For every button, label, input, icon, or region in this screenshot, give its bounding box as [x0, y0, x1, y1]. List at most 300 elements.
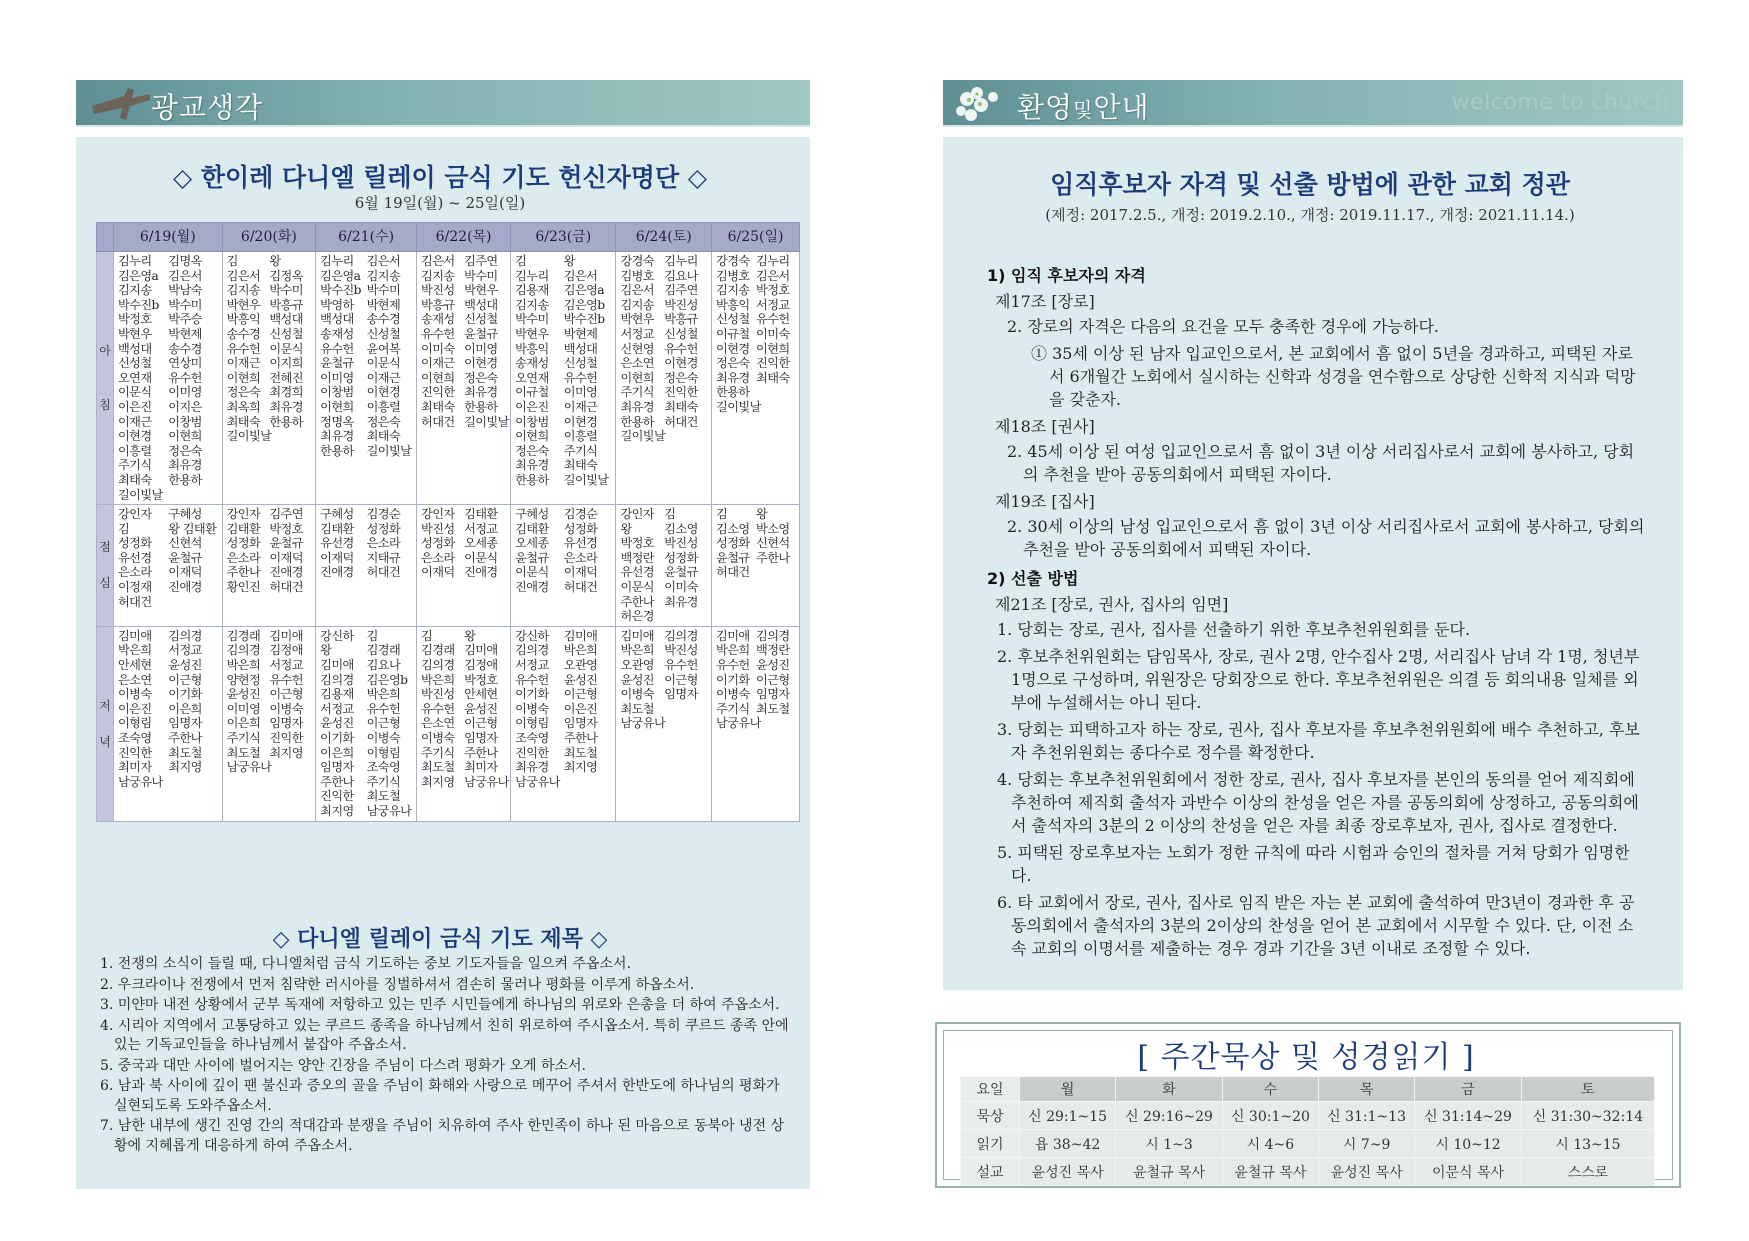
volunteer-name: 서정교 — [320, 701, 354, 716]
volunteer-name: 최유경 — [515, 760, 549, 775]
volunteer-name: 유수헌 — [756, 312, 790, 327]
volunteer-name: 최유경 — [620, 399, 654, 414]
left-banner-title: 광교생각 — [151, 91, 264, 124]
volunteer-name: 김태환 — [464, 507, 498, 522]
volunteer-name: 이규철 — [716, 326, 750, 341]
volunteer-name: 윤성진 — [620, 672, 654, 687]
volunteer-name: 윤성진 — [563, 672, 598, 687]
volunteer-name: 김명옥 — [168, 254, 202, 268]
volunteer-name: 박진성 — [421, 283, 455, 298]
volunteer-name: 유수헌 — [269, 672, 303, 687]
volunteer-name: 박현우 — [515, 326, 549, 341]
volunteer-name: 신현영 — [620, 341, 654, 356]
volunteer-name: 박현우 — [118, 326, 152, 341]
volunteer-name: 이문식 — [366, 356, 401, 371]
policy-item: 5. 피택된 장로후보자는 노회가 정한 규칙에 따라 시험과 승인의 절차를 거쳐 당회가 임명한다. — [997, 843, 1630, 885]
volunteer-name: 이재근 — [366, 370, 401, 385]
volunteer-name: 김지송 — [366, 268, 401, 283]
volunteer-name: 이재근 — [421, 356, 455, 371]
volunteer-name: 김 — [421, 628, 433, 643]
volunteer-name: 박은희 — [226, 658, 261, 673]
volunteer-name: 김경순 — [563, 507, 598, 522]
volunteer-name: 최태숙 — [226, 414, 261, 429]
volunteer-name: 유선경 — [620, 565, 654, 580]
volunteer-name: 유선경 — [320, 536, 354, 551]
volunteer-name: 이미숙 — [664, 580, 698, 595]
volunteer-name: 최태숙 — [563, 458, 598, 473]
volunteer-name — [756, 385, 796, 400]
volunteer-cell — [222, 626, 316, 821]
volunteer-name: 왕 — [756, 507, 768, 522]
volunteer-name: 이은희 — [226, 716, 261, 731]
volunteer-name: 서정교 — [515, 658, 549, 673]
volunteer-name: 진익한 — [515, 745, 549, 760]
volunteer-name: 이미영 — [563, 385, 598, 400]
reading-header: 금 — [1415, 1077, 1522, 1102]
volunteer-name: 김 — [118, 521, 130, 536]
volunteer-name: 김누리 — [515, 268, 549, 283]
volunteer-name: 박남숙 — [168, 283, 202, 298]
volunteer-name: 최유경 — [664, 594, 698, 609]
volunteer-name: 김 — [366, 628, 378, 643]
volunteer-name: 길이빛날 — [464, 414, 509, 429]
reading-header: 요일 — [961, 1077, 1020, 1102]
volunteer-name: 이은진 — [515, 399, 549, 414]
volunteer-name: 진애경 — [515, 580, 549, 595]
volunteer-name: 최도철 — [168, 745, 202, 760]
volunteer-name: 백성대 — [563, 341, 598, 356]
volunteer-name: 윤철규 — [168, 550, 202, 565]
volunteer-name: 이창범 — [320, 385, 354, 400]
volunteer-name: 최도철 — [226, 745, 261, 760]
volunteer-name: 이근형 — [664, 672, 698, 687]
volunteer-name: 성정화 — [716, 536, 750, 551]
volunteer-name: 박수진b — [320, 283, 361, 298]
volunteer-name: 윤성진 — [226, 687, 261, 702]
volunteer-name: 김미애 — [320, 658, 354, 673]
volunteer-name: 박흥규 — [664, 312, 698, 327]
volunteer-name: 유수헌 — [716, 658, 750, 673]
volunteer-name: 박흥익 — [515, 341, 549, 356]
fasting-schedule-table — [96, 222, 800, 822]
volunteer-name: 허대건 — [118, 594, 152, 609]
volunteer-name: 최미자 — [464, 760, 498, 775]
volunteer-name: 이미영 — [464, 341, 498, 356]
volunteer-name: 왕 김태환 — [168, 521, 217, 536]
volunteer-name: 이근형 — [168, 672, 202, 687]
prayer-item: 6. 남과 북 사이에 깊이 팬 불신과 증오의 골을 주님이 화해와 사랑으로 메꾸어 주셔서 한반도에 하나님의 평화가 실현되도록 도와주옵소서. — [100, 1078, 780, 1114]
volunteer-name: 유수헌 — [563, 370, 598, 385]
volunteer-name: 진익한 — [421, 385, 455, 400]
volunteer-name: 김정옥 — [269, 268, 303, 283]
welcome-tagline: welcome to church — [1451, 90, 1669, 115]
volunteer-name: 박수미 — [366, 283, 401, 298]
volunteer-name: 이병숙 — [269, 701, 303, 716]
volunteer-name: 은소라 — [563, 550, 598, 565]
volunteer-name: 이근형 — [756, 672, 790, 687]
volunteer-name: 이기화 — [716, 672, 750, 687]
volunteer-names — [716, 629, 796, 731]
volunteer-name: 이근형 — [464, 716, 498, 731]
volunteer-name: 최경희 — [269, 385, 303, 400]
clause: 2. 45세 이상 된 여성 입교인으로서 흠 없이 3년 이상 서리집사로서 교회에 봉사하고, 당회의 추천을 받아 공동의회에서 피택된 자이다. — [1007, 442, 1635, 484]
volunteer-name: 남궁유나 — [366, 803, 412, 818]
volunteer-names — [320, 254, 413, 458]
volunteer-name: 길이빛날 — [563, 472, 609, 487]
volunteer-name: 김 — [515, 254, 527, 268]
volunteer-name: 유수헌 — [515, 672, 549, 687]
article-heading: 제19조 [집사] — [995, 492, 1095, 511]
day-header: 6/25(일) — [712, 223, 800, 252]
volunteer-name: 이현희 — [620, 370, 654, 385]
policy-title: 임직후보자 자격 및 선출 방법에 관한 교회 정관 — [1050, 170, 1570, 199]
volunteer-name: 이현희 — [226, 370, 261, 385]
volunteer-name: 박현우 — [620, 312, 654, 327]
volunteer-name: 윤철규 — [464, 326, 498, 341]
volunteer-name: 김누리 — [118, 254, 152, 268]
volunteer-name: 김의경 — [226, 643, 261, 658]
volunteer-name: 김용재 — [320, 687, 354, 702]
volunteer-name: 유수헌 — [664, 341, 698, 356]
volunteer-name: 김병호 — [716, 268, 750, 283]
volunteer-name: 유수헌 — [421, 701, 455, 716]
volunteer-name: 한용하 — [620, 414, 654, 429]
volunteer-name: 이현경 — [366, 385, 401, 400]
volunteer-cell — [316, 626, 417, 821]
volunteer-name: 주기식 — [716, 701, 750, 716]
reading-table — [960, 1076, 1655, 1186]
volunteer-name: 송수경 — [168, 341, 202, 356]
day-header: 6/24(토) — [616, 223, 712, 252]
volunteer-name: 지태규 — [366, 550, 401, 565]
volunteer-name: 이근형 — [366, 716, 401, 731]
volunteer-name: 백성대 — [320, 312, 354, 327]
volunteer-name: 은소연 — [118, 672, 152, 687]
volunteer-names — [421, 507, 507, 580]
clause: 2. 30세 이상의 남성 입교인으로서 흠 없이 3년 이상 서리집사로서 교회에 봉사하고, 당회의 추천을 받아 공동의회에서 피택된 자이다. — [1007, 517, 1645, 559]
volunteer-name: 박흥규 — [269, 297, 303, 312]
volunteer-name: 최도철 — [421, 760, 455, 775]
volunteer-cell — [511, 626, 616, 821]
volunteer-name: 신성철 — [716, 312, 750, 327]
volunteer-name: 왕 — [269, 254, 281, 268]
volunteer-name: 김은영a — [320, 268, 361, 283]
volunteer-name: 이창범 — [515, 414, 549, 429]
volunteer-name: 이병숙 — [716, 687, 750, 702]
volunteer-name: 최지영 — [421, 774, 455, 789]
section-heading: 1) 임직 후보자의 자격 — [987, 266, 1146, 285]
volunteer-name: 이형림 — [366, 745, 401, 760]
volunteer-name: 서정교 — [620, 326, 654, 341]
volunteer-name: 윤철규 — [320, 356, 354, 371]
volunteer-name: 남궁유나 — [515, 774, 560, 789]
volunteer-name: 박진성 — [421, 521, 455, 536]
volunteer-name: 송수경 — [366, 312, 401, 327]
reading-cell: 신 29:1~15 — [1020, 1102, 1116, 1130]
volunteer-name: 남궁유나 — [716, 716, 761, 731]
day-header: 6/21(수) — [316, 223, 417, 252]
volunteer-name: 강인자 — [118, 507, 152, 522]
volunteer-name: 연상미 — [168, 356, 202, 371]
volunteer-name: 이미영 — [226, 701, 261, 716]
volunteer-name: 이현희 — [515, 429, 549, 444]
volunteer-name: 김미애 — [118, 628, 152, 643]
volunteer-name: 이현경 — [716, 341, 750, 356]
volunteer-name: 유수헌 — [366, 701, 401, 716]
volunteer-name: 허은경 — [620, 609, 654, 624]
volunteer-name: 김미애 — [716, 628, 750, 643]
volunteer-name: 최도철 — [756, 701, 790, 716]
volunteer-names — [320, 629, 413, 819]
volunteer-name: 김은서 — [366, 254, 401, 268]
volunteer-cell — [511, 505, 616, 627]
volunteer-name: 이재덕 — [320, 550, 354, 565]
prayer-item: 2. 우크라이나 전쟁에서 먼저 침략한 러시아를 징벌하셔서 겸손히 물러나 평화를 이루게 하옵소서. — [100, 976, 695, 993]
volunteer-name: 주한나 — [320, 774, 354, 789]
volunteer-name: 임명자 — [168, 716, 202, 731]
volunteer-name: 박현제 — [563, 326, 598, 341]
volunteer-name: 남궁유나 — [620, 716, 666, 731]
volunteer-name: 구혜성 — [168, 507, 202, 522]
prayer-item: 3. 미얀마 내전 상황에서 군부 독재에 저항하고 있는 민주 시민들에게 하나님의 위로와 은총을 더 하여 주옵소서. — [100, 997, 780, 1013]
volunteer-name: 박수진b — [563, 312, 605, 327]
meal-label: 아 침 — [97, 252, 114, 505]
volunteer-name: 백성대 — [118, 341, 152, 356]
volunteer-name: 김은영a — [563, 283, 604, 298]
volunteer-name: 오세종 — [464, 536, 498, 551]
volunteer-name: 한용하 — [716, 385, 750, 400]
volunteer-name: 한용하 — [320, 443, 354, 458]
volunteer-name: 강인자 — [620, 507, 654, 522]
volunteer-name: 박현우 — [226, 297, 261, 312]
volunteer-name: 이재덕 — [421, 565, 455, 580]
volunteer-name: 김주연 — [464, 254, 498, 268]
volunteer-name: 양현정 — [226, 672, 261, 687]
volunteer-name: 이병숙 — [620, 687, 654, 702]
volunteer-name: 이병숙 — [118, 687, 152, 702]
volunteer-name: 김경래 — [226, 628, 261, 643]
volunteer-name: 이은진 — [118, 399, 152, 414]
volunteer-name: 최유경 — [269, 399, 303, 414]
volunteer-cell — [616, 626, 712, 821]
volunteer-name: 안세현 — [464, 687, 498, 702]
volunteer-name: 서정교 — [756, 297, 790, 312]
meal-row — [97, 626, 800, 821]
volunteer-name: 이흥렬 — [118, 443, 152, 458]
volunteer-name: 박수미 — [168, 297, 202, 312]
volunteer-cell — [114, 505, 223, 627]
volunteer-name: 은소라 — [366, 536, 401, 551]
volunteer-name: 김 — [716, 507, 728, 522]
volunteer-name: 이문식 — [118, 385, 152, 400]
volunteer-name: 은소연 — [620, 356, 654, 371]
volunteer-name: 박은희 — [620, 643, 654, 658]
article-heading: 제21조 [장로, 권사, 집사의 임면] — [995, 595, 1229, 614]
reading-cell: 신 31:1~13 — [1319, 1102, 1415, 1130]
volunteer-name: 왕 — [620, 521, 632, 536]
flower-icon — [947, 81, 1017, 125]
volunteer-name: 정명옥 — [320, 414, 354, 429]
volunteer-name: 박영하 — [320, 297, 354, 312]
sub-clause: ① 35세 이상 된 남자 입교인으로서, 본 교회에서 흠 없이 5년을 경과하고, 피택된 자로서 6개월간 노회에서 실시하는 신학과 성경을 연수함으로 상당한 신학적 지식과 덕망을 갖춘자. — [1031, 344, 1636, 409]
prayer-list — [100, 955, 790, 1157]
volunteer-name: 유수헌 — [320, 341, 354, 356]
volunteer-name: 김은서 — [563, 268, 598, 283]
volunteer-cell — [712, 626, 800, 821]
volunteer-name: 은소라 — [226, 550, 261, 565]
volunteer-name: 신현석 — [756, 536, 790, 551]
volunteer-name: 김미애 — [620, 628, 654, 643]
volunteer-name: 신성철 — [366, 326, 401, 341]
day-header: 6/23(금) — [511, 223, 616, 252]
volunteer-name: 김의경 — [168, 628, 202, 643]
volunteer-name: 최지영 — [563, 760, 598, 775]
volunteer-names — [716, 507, 796, 580]
volunteer-name: 박수미 — [515, 312, 549, 327]
volunteer-name: 박은희 — [716, 643, 750, 658]
volunteer-name: 이은진 — [118, 701, 152, 716]
policy-item: 4. 당회는 후보추천위원회에서 정한 장로, 권사, 집사 후보자를 본인의 동의를 얻어 제직회에 추천하여 제직회 출석자 과반수 이상의 찬성을 얻은 자를 공동의회에 상정하고, 공동의회에서 출석자의 3분의 2 이상의 찬성을 얻은 자를 최종 장로후보자, 권사, 집사로 결정한다. — [997, 770, 1639, 835]
volunteer-name: 김태환 — [226, 521, 261, 536]
reading-header: 수 — [1222, 1077, 1318, 1102]
volunteer-name: 주기식 — [563, 443, 598, 458]
volunteer-name: 김은영b — [366, 672, 408, 687]
volunteer-name: 이은희 — [320, 745, 354, 760]
volunteer-name: 이현희 — [421, 370, 455, 385]
right-banner-title: 환영및안내 — [1017, 91, 1150, 124]
volunteer-name: 이병숙 — [366, 731, 401, 745]
volunteer-name: 김 — [226, 254, 238, 268]
volunteer-name: 이재근 — [226, 356, 261, 371]
prayer-item: 1. 전쟁의 소식이 들릴 때, 다니엘처럼 금식 기도하는 중보 기도자들을 일으켜 주옵소서. — [100, 956, 632, 972]
policy-body — [987, 260, 1645, 964]
volunteer-name: 최태숙 — [366, 429, 401, 444]
volunteer-name: 주기식 — [421, 745, 455, 760]
volunteer-names — [118, 629, 219, 790]
volunteer-name: 서정교 — [464, 521, 498, 536]
volunteer-cell — [114, 252, 223, 505]
volunteer-name: 김정애 — [269, 643, 303, 658]
volunteer-name: 한용하 — [269, 414, 303, 429]
volunteer-name: 윤성진 — [756, 658, 790, 673]
volunteer-name: 주한나 — [756, 550, 790, 565]
volunteer-name: 박진성 — [664, 536, 698, 551]
volunteer-name: 성정화 — [226, 536, 261, 551]
volunteer-name: 이재근 — [118, 414, 152, 429]
volunteer-names — [320, 507, 413, 580]
prayer-item: 5. 중국과 대만 사이에 벌어지는 양안 긴장을 주님이 다스려 평화가 오게 하소서. — [100, 1057, 587, 1074]
volunteer-name: 주한나 — [464, 745, 498, 760]
policy-item: 6. 타 교회에서 장로, 권사, 집사로 임직 받은 자는 본 교회에 출석하여 만3년이 경과한 후 공동의회에서 출석자의 3분의 2이상의 찬성을 얻어 본 교회에서 시무할 수 있다. 단, 이전 소속 교회의 이명서를 제출하는 경우 경과 기간을 3년 이내로 조정할 수 있다. — [997, 893, 1635, 958]
volunteer-name: 조숙영 — [366, 760, 401, 775]
volunteer-name: 진애경 — [168, 580, 202, 595]
volunteer-name: 길이빛날 — [118, 487, 163, 502]
volunteer-name: 윤철규 — [269, 536, 303, 551]
volunteer-name: 성정화 — [118, 536, 152, 551]
volunteer-name: 이흥렬 — [563, 429, 598, 444]
volunteer-names — [118, 254, 219, 502]
volunteer-name: 송재성 — [515, 356, 549, 371]
volunteer-names — [716, 254, 796, 415]
volunteer-name: 박흥익 — [226, 312, 261, 327]
cross-icon — [84, 84, 154, 122]
reading-row — [961, 1158, 1655, 1186]
volunteer-name: 박정호 — [756, 283, 790, 298]
volunteer-name: 허대건 — [421, 414, 455, 429]
volunteer-name: 이기화 — [515, 687, 549, 702]
volunteer-name: 이근형 — [563, 687, 598, 702]
reading-header: 월 — [1020, 1077, 1116, 1102]
volunteer-name: 임명자 — [664, 687, 698, 702]
volunteer-name: 성정화 — [421, 536, 455, 551]
policy-item: 1. 당회는 장로, 권사, 집사를 선출하기 위한 후보추천위원회를 둔다. — [997, 620, 1471, 639]
volunteer-name: 허대건 — [716, 565, 750, 580]
volunteer-name: 박현제 — [168, 326, 202, 341]
volunteer-name: 박정호 — [464, 672, 498, 687]
volunteer-names — [515, 629, 612, 790]
table-corner — [97, 223, 114, 252]
volunteer-name: 박소영 — [756, 521, 790, 536]
volunteer-cell — [222, 252, 316, 505]
volunteer-name: 이문식 — [269, 341, 303, 356]
volunteer-name: 오관영 — [620, 658, 654, 673]
volunteer-name: 박정호 — [269, 521, 303, 536]
volunteer-names — [620, 254, 708, 444]
reading-row-label: 설교 — [961, 1158, 1020, 1186]
volunteer-name: 정은숙 — [226, 385, 261, 400]
volunteer-names — [227, 629, 313, 775]
volunteer-name: 백성대 — [464, 297, 498, 312]
volunteer-name: 진애경 — [464, 565, 498, 580]
reading-cell: 이문식 목사 — [1415, 1158, 1522, 1186]
volunteer-name: 구혜성 — [515, 507, 549, 522]
volunteer-name: 박주승 — [168, 312, 202, 327]
volunteer-name: 임명자 — [756, 687, 790, 702]
volunteer-name: 서정교 — [269, 658, 303, 673]
volunteer-name: 진애경 — [269, 565, 303, 580]
volunteer-cell — [712, 252, 800, 505]
clause: 2. 장로의 자격은 다음의 요건을 모두 충족한 경우에 가능하다. — [1007, 317, 1439, 336]
volunteer-name: 오세종 — [515, 536, 549, 551]
volunteer-name: 김지송 — [716, 283, 750, 298]
reading-cell: 욥 38~42 — [1020, 1130, 1116, 1158]
volunteer-name: 은소라 — [118, 565, 152, 580]
policy-item: 2. 후보추천위원회는 담임목사, 장로, 권사 2명, 안수집사 2명, 서리집사 남녀 각 1명, 청년부 1명으로 구성하며, 위원장은 당회장으로 한다. 후보추천위원은 의결 등 회의내용 일체를 외부에 누설해서는 아니 된다. — [997, 647, 1640, 712]
volunteer-name: 이지은 — [168, 399, 202, 414]
volunteer-name: 김태환 — [515, 521, 549, 536]
volunteer-name: 이미숙 — [756, 326, 790, 341]
volunteer-cell — [316, 505, 417, 627]
volunteer-names — [421, 629, 507, 790]
volunteer-name: 정은숙 — [664, 370, 698, 385]
volunteer-name: 정은숙 — [464, 370, 498, 385]
volunteer-name: 김은서 — [756, 268, 790, 283]
volunteer-name: 강신하 — [320, 628, 354, 643]
volunteer-name: 윤철규 — [664, 565, 698, 580]
prayer-item: 7. 남한 내부에 생긴 진영 간의 적대감과 분쟁을 주님이 치유하여 주사 한민족이 하나 된 마음으로 동북아 냉전 상황에 지혜롭게 대응하게 하여 주옵소서. — [100, 1118, 785, 1154]
reading-cell: 시 7~9 — [1319, 1130, 1415, 1158]
volunteer-name: 김미애 — [464, 643, 498, 658]
volunteer-cell — [417, 505, 511, 627]
volunteer-name: 주한나 — [620, 594, 654, 609]
volunteer-name: 윤여복 — [366, 341, 401, 356]
volunteer-name: 오연재 — [515, 370, 549, 385]
volunteer-name: 이지희 — [269, 356, 303, 371]
volunteer-name: 최유경 — [464, 385, 498, 400]
schedule-date-range: 6월 19일(월) ~ 25일(일) — [354, 194, 526, 212]
volunteer-name: 박정호 — [620, 536, 654, 551]
volunteer-name: 주기식 — [118, 458, 152, 473]
